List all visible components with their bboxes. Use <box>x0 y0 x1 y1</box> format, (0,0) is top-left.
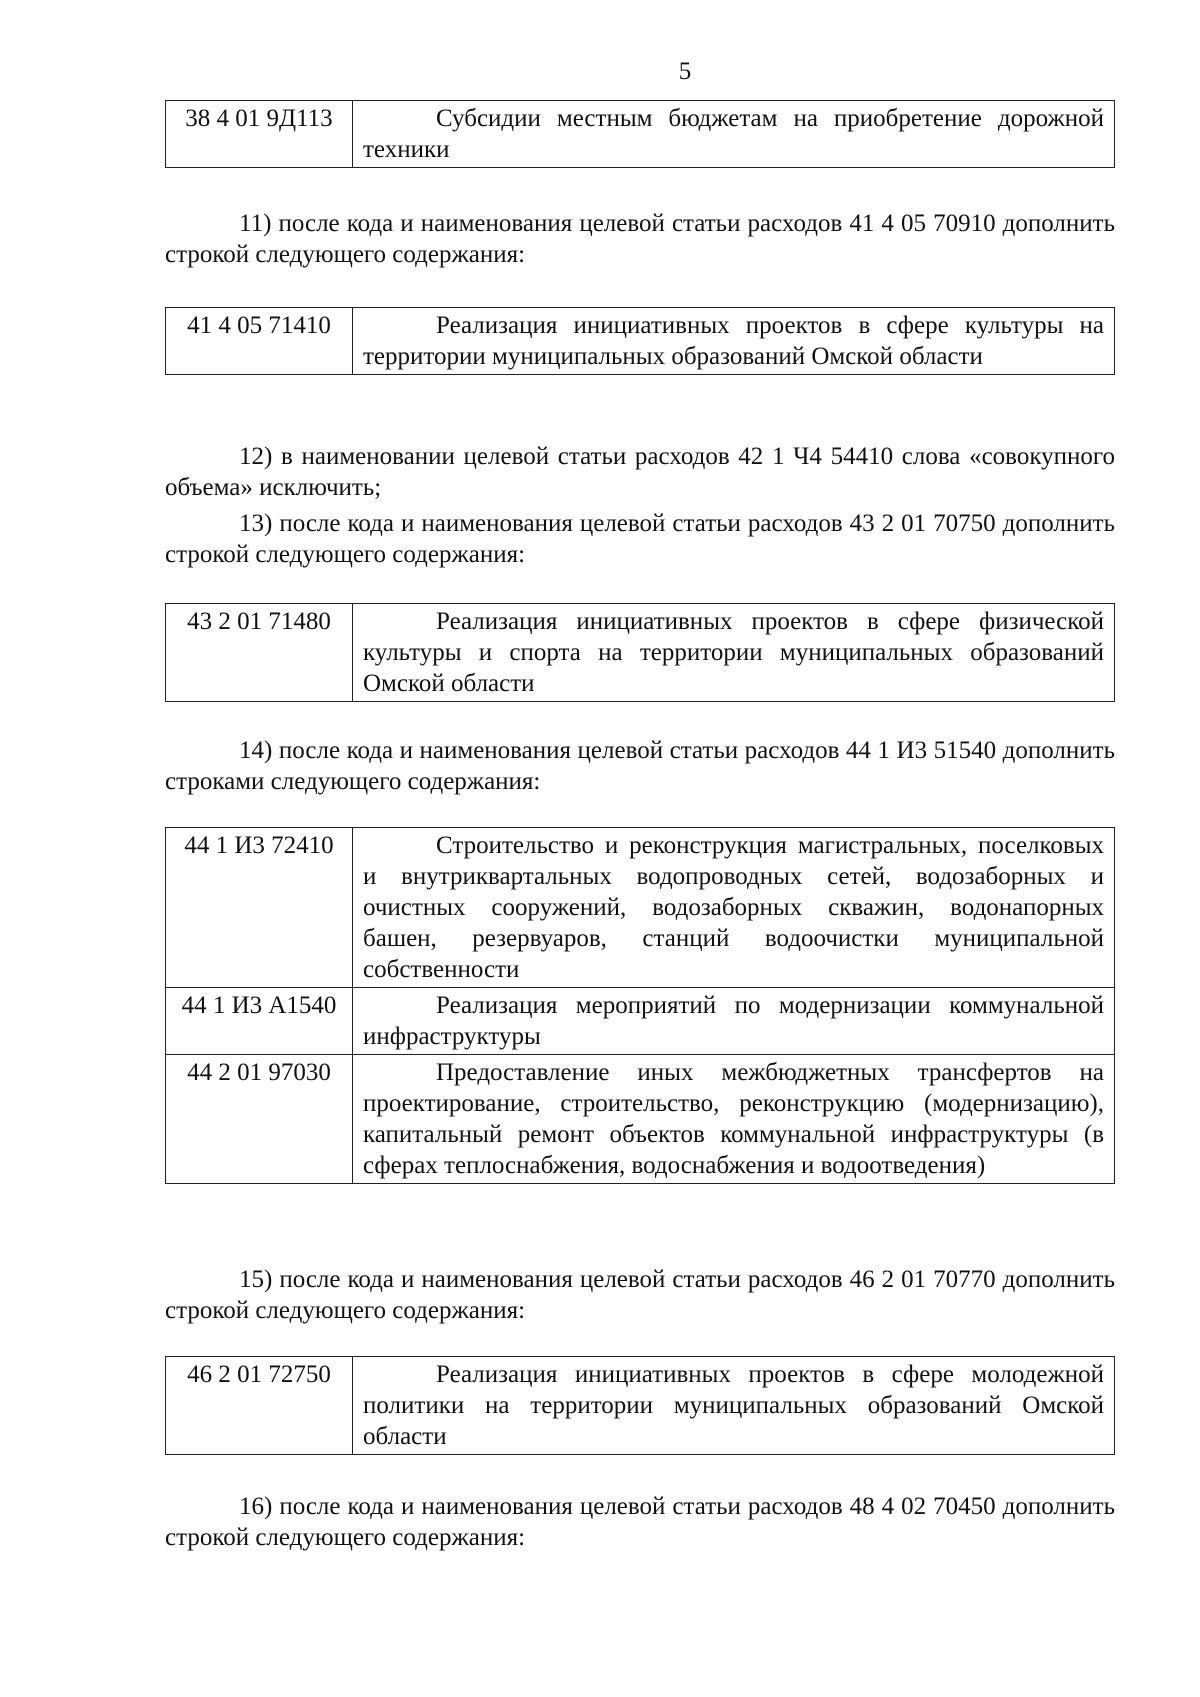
code-table-4 <box>165 827 1115 1184</box>
paragraph-item-16: 16) после кода и наименования целевой статьи расходов 48 4 02 70450 дополнить строкой следующего содержания: <box>165 1493 1115 1551</box>
description-cell: Реализация инициативных проектов в сфере культуры на территории муниципальных образований Омской области <box>353 308 1115 375</box>
paragraph-item-11: 11) после кода и наименования целевой статьи расходов 41 4 05 70910 дополнить строкой следующего содержания: <box>165 210 1115 268</box>
table-row <box>166 1055 1115 1184</box>
table-row <box>166 604 1115 702</box>
table-row <box>166 828 1115 988</box>
code-cell: 41 4 05 71410 <box>166 308 353 375</box>
description-cell: Предоставление иных межбюджетных трансфертов на проектирование, строительство, реконструкцию (модернизацию), капитальный ремонт объектов коммунальной инфраструктуры (в сферах теплоснабжения, водоснабжения и водоотведения) <box>353 1055 1115 1184</box>
code-table-3 <box>165 603 1115 702</box>
page-number: 5 <box>678 58 692 85</box>
table-row <box>166 1357 1115 1455</box>
code-table-2 <box>165 307 1115 375</box>
code-cell: 44 2 01 97030 <box>166 1055 353 1184</box>
table-row <box>166 308 1115 375</box>
code-cell: 44 1 И3 А1540 <box>166 988 353 1055</box>
code-cell: 46 2 01 72750 <box>166 1357 353 1455</box>
table-row <box>166 988 1115 1055</box>
code-cell: 43 2 01 71480 <box>166 604 353 702</box>
description-cell: Субсидии местным бюджетам на приобретение дорожной техники <box>353 101 1115 168</box>
table-row <box>166 101 1115 168</box>
paragraph-item-15: 15) после кода и наименования целевой статьи расходов 46 2 01 70770 дополнить строкой следующего содержания: <box>165 1266 1115 1324</box>
paragraph-item-13: 13) после кода и наименования целевой статьи расходов 43 2 01 70750 дополнить строкой следующего содержания: <box>165 510 1115 568</box>
paragraph-item-14: 14) после кода и наименования целевой статьи расходов 44 1 И3 51540 дополнить строками следующего содержания: <box>165 737 1115 795</box>
code-cell: 44 1 И3 72410 <box>166 828 353 988</box>
description-cell: Реализация инициативных проектов в сфере молодежной политики на территории муниципальных образований Омской области <box>353 1357 1115 1455</box>
description-cell: Реализация инициативных проектов в сфере физической культуры и спорта на территории муниципальных образований Омской области <box>353 604 1115 702</box>
code-table-1 <box>165 100 1115 168</box>
description-cell: Строительство и реконструкция магистральных, поселковых и внутриквартальных водопроводных сетей, водозаборных и очистных сооружений, водозаборных скважин, водонапорных башен, резервуаров, станций водоочистки муниципальной собственности <box>353 828 1115 988</box>
description-cell: Реализация мероприятий по модернизации коммунальной инфраструктуры <box>353 988 1115 1055</box>
paragraph-item-12: 12) в наименовании целевой статьи расходов 42 1 Ч4 54410 слова «совокупного объема» исключить; <box>165 443 1115 501</box>
code-table-5 <box>165 1356 1115 1455</box>
code-cell: 38 4 01 9Д113 <box>166 101 353 168</box>
